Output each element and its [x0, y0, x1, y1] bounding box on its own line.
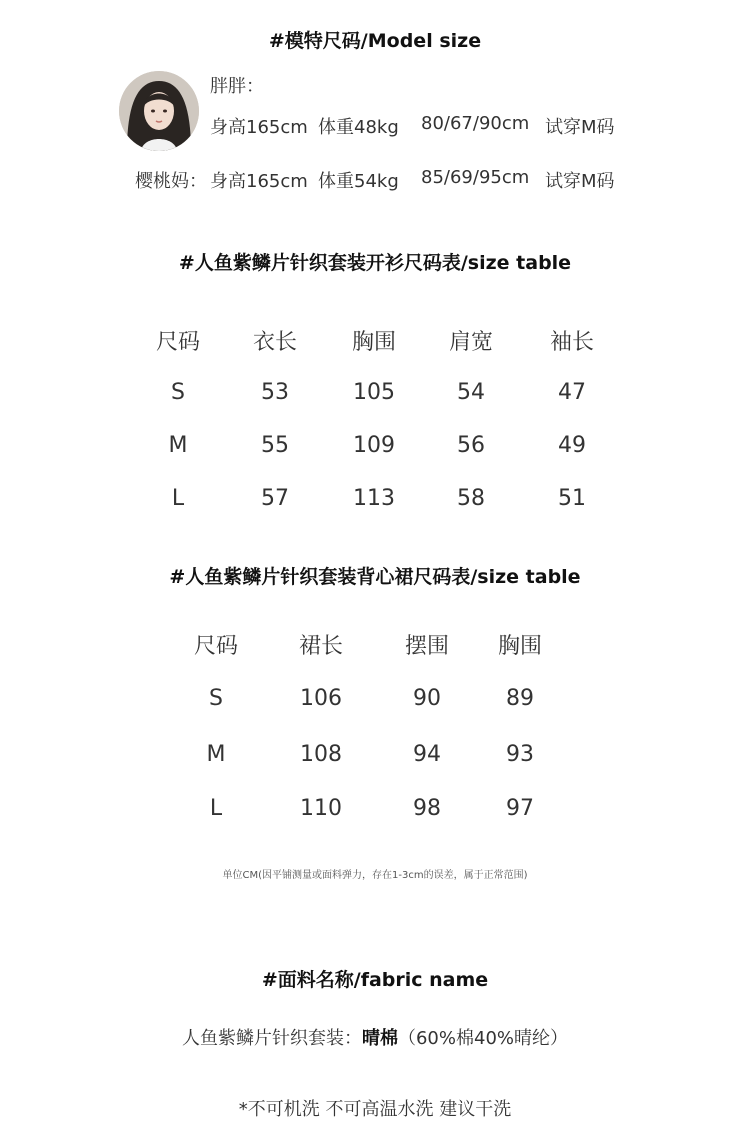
table-cell: 49 [558, 433, 586, 458]
fabric-line [0, 1024, 750, 1050]
table-cell: M [168, 433, 188, 458]
table-cell: 51 [558, 486, 586, 511]
table-cell: 106 [300, 686, 342, 711]
model1-name: 胖胖： [210, 76, 264, 97]
model1-height: 身高165cm [210, 117, 308, 138]
table-cell: S [209, 686, 223, 711]
cardigan-table-heading: #人鱼紫鳞片针织套装开衫尺码表/size table [178, 252, 572, 274]
table-cell: L [209, 796, 223, 821]
care-note: *不可机洗 不可高温水洗 建议干洗 [238, 1099, 512, 1120]
model-size-heading: #模特尺码/Model size [268, 30, 482, 52]
table-cell: 98 [413, 796, 441, 821]
table-cell: 47 [558, 380, 586, 405]
model1-measurements: 80/67/90cm [421, 113, 530, 134]
table-header-cell: 尺码 [193, 634, 238, 659]
fabric-label: 人鱼紫鳞片针织套装： [181, 1028, 362, 1049]
table-header-cell: 胸围 [351, 330, 396, 355]
table-header-cell: 胸围 [497, 634, 542, 659]
table-cell: 105 [353, 380, 395, 405]
model2-weight: 体重54kg [318, 171, 399, 192]
table-cell: 93 [506, 742, 534, 767]
table-cell: S [171, 380, 185, 405]
table-cell: 89 [506, 686, 534, 711]
table-header-cell: 裙长 [298, 634, 343, 659]
dress-table-heading: #人鱼紫鳞片针织套装背心裙尺码表/size table [169, 566, 581, 588]
table-cell: 56 [457, 433, 485, 458]
table-cell: 57 [261, 486, 289, 511]
model2-height: 身高165cm [210, 171, 308, 192]
fabric-heading: #面料名称/fabric name [261, 969, 489, 991]
table-cell: 55 [261, 433, 289, 458]
fabric-material: 晴棉 [361, 1028, 398, 1049]
table-header-cell: 尺码 [155, 330, 200, 355]
table-cell: 94 [413, 742, 441, 767]
table-cell: 53 [261, 380, 289, 405]
table-header-cell: 摆围 [404, 634, 449, 659]
table-cell: 58 [457, 486, 485, 511]
model2-measurements: 85/69/95cm [421, 167, 530, 188]
model-avatar [119, 71, 199, 151]
table-header-cell: 肩宽 [448, 330, 493, 355]
model2-tried-size: 试穿M码 [545, 171, 615, 192]
table-cell: 110 [300, 796, 342, 821]
table-cell: 113 [353, 486, 395, 511]
table-cell: 108 [300, 742, 342, 767]
table-header-cell: 袖长 [549, 330, 594, 355]
table-cell: M [206, 742, 226, 767]
unit-note: 单位CM(因平铺测量或面料弹力，存在1-3cm的误差，属于正常范围) [222, 870, 528, 881]
model2-name: 樱桃妈： [135, 171, 207, 192]
table-cell: L [171, 486, 185, 511]
fabric-composition: （60%棉40%晴纶） [397, 1028, 568, 1049]
model1-tried-size: 试穿M码 [545, 117, 615, 138]
table-cell: 54 [457, 380, 485, 405]
table-cell: 109 [353, 433, 395, 458]
model1-weight: 体重48kg [318, 117, 399, 138]
table-cell: 90 [413, 686, 441, 711]
table-cell: 97 [506, 796, 534, 821]
table-header-cell: 衣长 [252, 330, 297, 355]
